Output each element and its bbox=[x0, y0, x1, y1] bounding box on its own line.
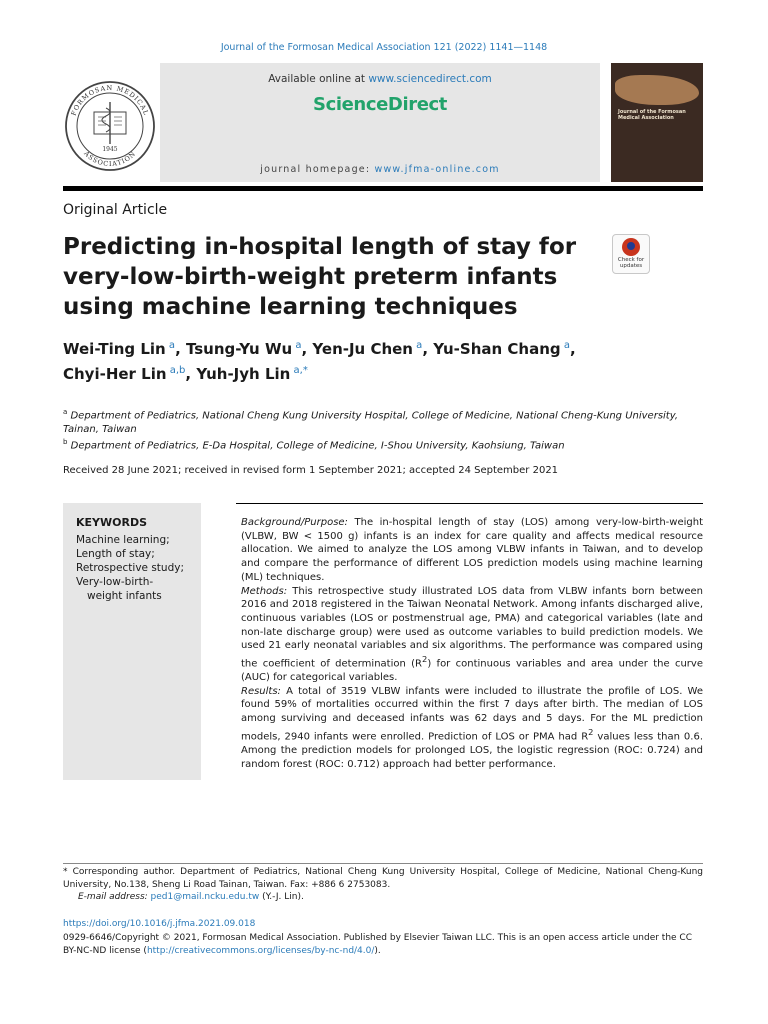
author-separator: , bbox=[301, 340, 313, 358]
check-for-updates-label: Check for updates bbox=[617, 257, 645, 269]
article-type: Original Article bbox=[63, 202, 168, 218]
author-affil-marker[interactable]: a bbox=[413, 340, 423, 351]
header-divider bbox=[63, 186, 703, 191]
check-for-updates-badge[interactable] bbox=[612, 234, 650, 274]
affiliation-marker: b bbox=[63, 438, 68, 447]
author-affil-marker[interactable]: a bbox=[165, 340, 176, 351]
doi-link[interactable]: https://doi.org/10.1016/j.jfma.2021.09.018 bbox=[63, 919, 256, 929]
author-list bbox=[63, 335, 703, 385]
author-name[interactable]: Yuh-Jyh Lin bbox=[196, 365, 291, 383]
keywords-list bbox=[76, 533, 184, 603]
seal-ring-bottom-text: ASSOCIATION bbox=[82, 149, 138, 169]
email-suffix: (Y.-J. Lin). bbox=[259, 892, 304, 902]
cover-map-graphic bbox=[615, 75, 699, 105]
affiliation-text: Department of Pediatrics, National Cheng Kung University Hospital, College of Medicine, National Cheng-Kung University, Tainan, Taiwan bbox=[63, 410, 679, 435]
seal-ring-top-text: FORMOSAN MEDICAL bbox=[69, 83, 151, 117]
author-name[interactable]: Tsung-Yu Wu bbox=[185, 340, 293, 358]
keyword-item: Machine learning; bbox=[76, 534, 170, 546]
author-affil-marker[interactable]: a bbox=[292, 340, 302, 351]
author-name[interactable]: Yen-Ju Chen bbox=[312, 340, 413, 358]
email-link[interactable]: ped1@mail.ncku.edu.tw bbox=[150, 892, 260, 902]
abstract-results bbox=[241, 685, 703, 772]
journal-homepage-link[interactable]: www.jfma-online.com bbox=[374, 164, 500, 175]
keywords-heading: KEYWORDS bbox=[76, 516, 148, 529]
abstract-background-label: Background/Purpose: bbox=[241, 517, 348, 528]
footnote-rule bbox=[63, 863, 703, 864]
email-line bbox=[78, 892, 304, 902]
keywords-box bbox=[63, 503, 201, 780]
abstract-results-text: A total of 3519 VLBW infants were included to illustrate the profile of LOS. We found 59% of mortalities occurred within the first 7 days after birth. The median of LOS among surviving and deceased infants was 62 days and 5 days. For the ML prediction models, 2940 infants were enrolled. Prediction of LOS or PMA had R bbox=[241, 685, 703, 743]
email-label: E-mail address: bbox=[78, 892, 151, 902]
author-separator: , bbox=[185, 365, 197, 383]
affiliation-a bbox=[63, 406, 703, 436]
corresponding-author-note: * Corresponding author. Department of Pediatrics, National Cheng Kung University Hospital, College of Medicine, National Cheng-Kung University, No.138, Sheng Li Road Tainan, Taiwan. Fax: +886 6 2753083. bbox=[63, 867, 703, 890]
keyword-item: Retrospective study; bbox=[76, 562, 184, 574]
association-seal-logo bbox=[62, 78, 158, 174]
copyright-text: 0929-6646/Copyright © 2021, Formosan Medical Association. Published by Elsevier Taiwan LLC. This is an open access article under the CC BY-NC-ND license ( bbox=[63, 933, 692, 956]
abstract bbox=[241, 516, 703, 771]
homepage-prefix: journal homepage: bbox=[260, 164, 375, 175]
author-affil-marker[interactable]: a bbox=[560, 340, 570, 351]
keyword-item: Length of stay; bbox=[76, 548, 155, 560]
author-affil-marker[interactable]: a,* bbox=[290, 365, 308, 376]
abstract-methods bbox=[241, 585, 703, 685]
sciencedirect-brand[interactable]: ScienceDirect bbox=[313, 94, 447, 115]
abstract-methods-text: This retrospective study illustrated LOS data from VLBW infants born between 2016 and 2018 registered in the Taiwan Neonatal Network. Among infants discharged alive, continuous variables (LOS or postmenstrual age, PMA) and categorical variables (late and non-late discharge group) were used as outcome variables to build prediction models. We used 21 early neonatal variables and six algorithms. The performance was compared using the coefficient of determination (R bbox=[241, 585, 703, 670]
affiliation-text: Department of Pediatrics, E-Da Hospital, College of Medicine, I-Shou University, Kaohsiung, Taiwan bbox=[67, 440, 565, 452]
affiliation-marker: a bbox=[63, 408, 68, 416]
author-affil-marker[interactable]: a,b bbox=[166, 365, 186, 376]
check-for-updates-icon bbox=[622, 238, 640, 256]
abstract-methods-label: Methods: bbox=[241, 585, 288, 597]
article-title: Predicting in-hospital length of stay for very-low-birth-weight preterm infants using machine learning techniques bbox=[63, 234, 577, 320]
affiliation-b bbox=[63, 436, 703, 453]
journal-reference[interactable]: Journal of the Formosan Medical Association 121 (2022) 1141—1148 bbox=[220, 42, 548, 53]
abstract-results-label: Results: bbox=[241, 685, 281, 697]
affiliations bbox=[63, 406, 703, 453]
author-name[interactable]: Yu-Shan Chang bbox=[433, 340, 561, 358]
superscript: 2 bbox=[588, 726, 594, 737]
available-online-line bbox=[160, 73, 600, 85]
author-name[interactable]: Chyi-Her Lin bbox=[63, 365, 167, 383]
copyright-end: ). bbox=[374, 946, 381, 956]
keyword-item: weight infants bbox=[87, 590, 162, 602]
journal-cover-thumbnail[interactable] bbox=[611, 63, 703, 182]
author-separator: , bbox=[422, 340, 434, 358]
keyword-item: Very-low-birth- bbox=[76, 576, 154, 588]
cover-title: Journal of the Formosan Medical Association bbox=[618, 109, 686, 121]
abstract-background bbox=[241, 516, 703, 585]
author-name[interactable]: Wei-Ting Lin bbox=[63, 340, 166, 358]
sciencedirect-link[interactable]: www.sciencedirect.com bbox=[368, 73, 492, 85]
license-link[interactable]: http://creativecommons.org/licenses/by-nc-nd/4.0/ bbox=[146, 946, 375, 956]
abstract-methods-text-cont: ) for continuous variables and area under the curve (AUC) for categorical variables. bbox=[241, 658, 703, 684]
author-separator: , bbox=[569, 340, 576, 358]
abstract-top-rule bbox=[236, 503, 703, 504]
author-separator: , bbox=[175, 340, 186, 358]
superscript: 2 bbox=[422, 654, 428, 665]
seal-year: 1945 bbox=[102, 146, 118, 153]
abstract-results-text-cont: values less than 0.6. Among the prediction models for prolonged LOS, the logistic regression (ROC: 0.724) and random forest (ROC: 0.712) approach had better performance. bbox=[241, 731, 703, 770]
available-prefix: Available online at bbox=[268, 73, 369, 85]
copyright-notice bbox=[63, 932, 703, 958]
journal-homepage-line bbox=[160, 164, 600, 175]
received-dates: Received 28 June 2021; received in revised form 1 September 2021; accepted 24 September 2021 bbox=[63, 465, 559, 476]
abstract-background-text: The in-hospital length of stay (LOS) among very-low-birth-weight (VLBW, BW < 1500 g) infants is an index for care quality and affects medical resource allocation. We aimed to analyze the LOS among VLBW infants in Taiwan, and to develop and compare the performance of different LOS prediction models using machine learning (ML) techniques. bbox=[241, 517, 703, 583]
